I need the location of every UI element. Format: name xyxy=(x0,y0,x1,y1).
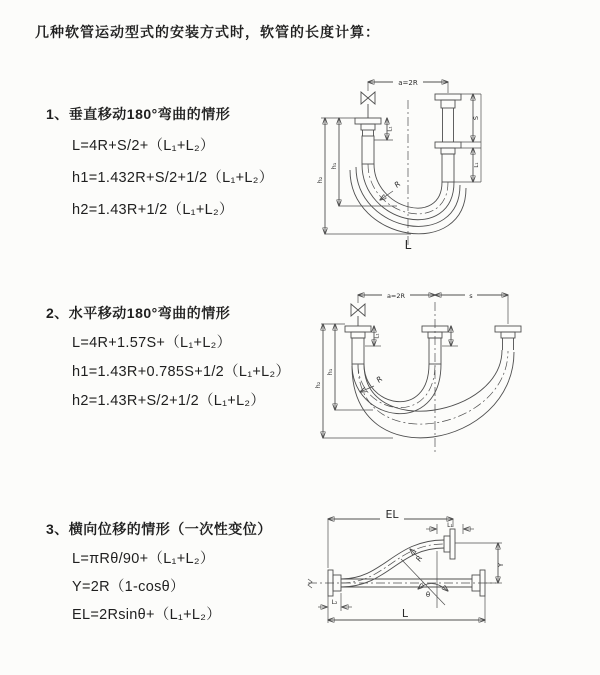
formula-h2: h2=1.43R+S/2+1/2（L₁+L₂） xyxy=(72,393,266,409)
angle-theta-label: θ xyxy=(425,591,431,599)
formula-length: L=πRθ/90+（L₁+L₂） xyxy=(72,551,215,567)
section-2-formulas xyxy=(46,329,326,416)
valve-icon xyxy=(361,92,375,118)
dim-l-label: L xyxy=(401,607,409,620)
left-pipe-flange xyxy=(345,326,371,364)
formula-h1: h1=1.43R+0.785S+1/2（L₁+L₂） xyxy=(72,364,291,380)
formula-y: Y=2R（1-cosθ） xyxy=(72,579,185,595)
section-3-heading: 3、横向位移的情形（一次性变位） xyxy=(46,521,272,537)
dim-a2r-label: a=2R xyxy=(386,292,406,300)
diagram-lateral-displacement xyxy=(300,503,600,655)
u-bend-position-1 xyxy=(352,364,441,414)
radius-label: R xyxy=(413,553,425,563)
dim-h1-label: h₁ xyxy=(330,162,338,170)
dimension-a-2r xyxy=(358,291,435,303)
radius-leader xyxy=(360,374,384,392)
formula-el: EL=2Rsinθ+（L₁+L₂） xyxy=(72,607,222,623)
formula-length: L=4R+S/2+（L₁+L₂） xyxy=(72,138,215,154)
hose-braid-hatch xyxy=(442,154,454,182)
dim-l1-label: L₁ xyxy=(374,333,381,339)
left-pipe-flange xyxy=(355,118,381,164)
hose-braid-hatch xyxy=(362,136,374,164)
radius-leader xyxy=(380,179,402,200)
dim-el-label: EL xyxy=(385,508,399,521)
dim-l1-label: L₁ xyxy=(447,522,453,529)
section-3-formulas xyxy=(46,545,326,629)
section-1 xyxy=(46,104,326,226)
break-mark xyxy=(308,579,312,588)
u-bend-position-2 xyxy=(352,350,514,438)
upper-flange xyxy=(444,529,455,559)
radius-label: R xyxy=(392,179,403,190)
dim-l1-right-label: L₁ xyxy=(474,162,480,168)
diagram-horizontal-180-bend xyxy=(313,288,600,462)
dim-y-label: Y xyxy=(497,562,505,568)
formula-length: L=4R+1.57S+（L₁+L₂） xyxy=(72,335,232,351)
right-pipe-flange xyxy=(495,326,521,350)
section-1-heading: 1、垂直移动180°弯曲的情形 xyxy=(46,106,231,122)
dim-l1-label: L₁ xyxy=(387,126,394,132)
angle-construction xyxy=(401,551,448,608)
dimension-h1 xyxy=(326,324,373,410)
dimension-l1-left xyxy=(365,326,381,346)
dim-a2r-label: a=2R xyxy=(398,79,418,87)
dim-h2-label: h₂ xyxy=(316,176,324,184)
right-pipe-flange xyxy=(435,94,461,182)
dim-l2-label: L₂ xyxy=(331,599,338,606)
section-3 xyxy=(46,519,326,629)
formula-h1: h1=1.432R+S/2+1/2（L₁+L₂） xyxy=(72,170,274,186)
page-title: 几种软管运动型式的安装方式时，软管的长度计算： xyxy=(35,24,380,40)
dimension-middle-flange xyxy=(442,326,458,346)
dim-s-label: s xyxy=(469,292,473,300)
section-2 xyxy=(46,303,326,416)
hose-braid-hatch xyxy=(352,338,364,364)
diagram-vertical-180-bend xyxy=(313,70,600,258)
section-2-heading: 2、水平移动180°弯曲的情形 xyxy=(46,305,231,321)
dimension-s xyxy=(435,291,508,324)
s-curve-hose xyxy=(341,540,444,587)
valve-icon xyxy=(351,304,365,326)
dimension-l1-left xyxy=(374,118,394,140)
formula-h2: h2=1.43R+1/2（L₁+L₂） xyxy=(72,202,234,218)
length-label: L xyxy=(404,238,412,252)
dimension-a-2r xyxy=(368,78,448,93)
dim-h2-label: h₂ xyxy=(314,381,322,389)
dimension-s xyxy=(461,94,481,142)
dimension-l xyxy=(328,596,485,623)
dim-s-label: S xyxy=(472,115,480,121)
dimension-l1-right xyxy=(454,94,481,182)
radius-label: R xyxy=(374,374,385,385)
dimension-l2 xyxy=(318,593,352,611)
dim-h1-label: h₁ xyxy=(326,368,334,376)
section-1-formulas xyxy=(46,130,326,226)
